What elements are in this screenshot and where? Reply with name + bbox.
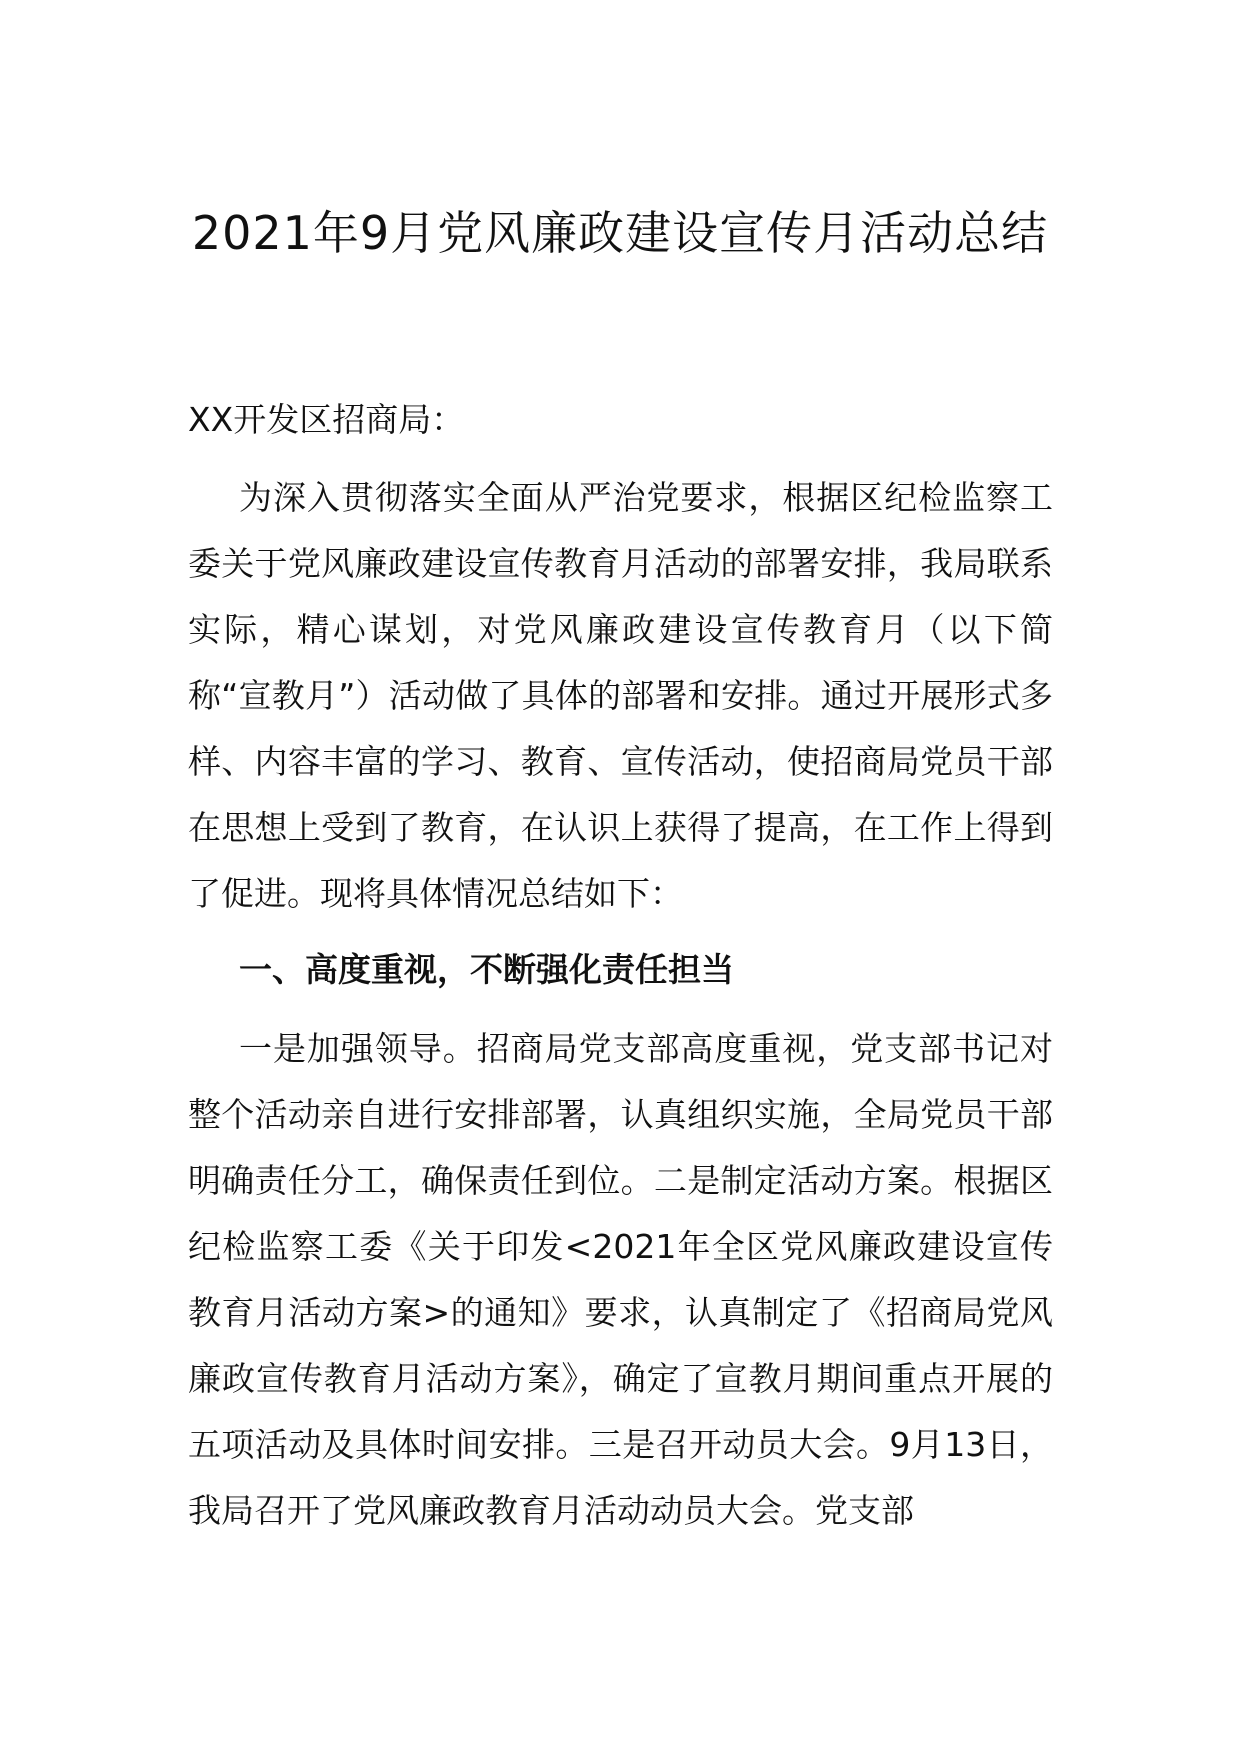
section-paragraph: 一是加强领导。招商局党支部高度重视，党支部书记对整个活动亲自进行安排部署，认真组织实施，全局党员干部明确责任分工，确保责任到位。二是制定活动方案。根据区纪检监察工委《关于印发<2021年全区党风廉政建设宣传教育月活动方案>的通知》要求，认真制定了《招商局党风廉政宣传教育月活动方案》，确定了宣教月期间重点开展的五项活动及具体时间安排。三是召开动员大会。9月13日，我局召开了党风廉政教育月活动动员大会。党支部 [188,1029,1053,1530]
section-heading: 一、高度重视，不断强化责任担当 [239,950,734,989]
intro-paragraph: 为深入贯彻落实全面从严治党要求，根据区纪检监察工委关于党风廉政建设宣传教育月活动的部署安排，我局联系实际，精心谋划，对党风廉政建设宣传教育月（以下简称“宣教月”）活动做了具体的部署和安排。通过开展形式多样、内容丰富的学习、教育、宣传活动，使招商局党员干部在思想上受到了教育，在认识上获得了提高，在工作上得到了促进。现将具体情况总结如下： [188,478,1053,913]
salutation: XX开发区招商局： [188,400,465,439]
document-title: 2021年9月党风廉政建设宣传月活动总结 [191,206,1049,260]
